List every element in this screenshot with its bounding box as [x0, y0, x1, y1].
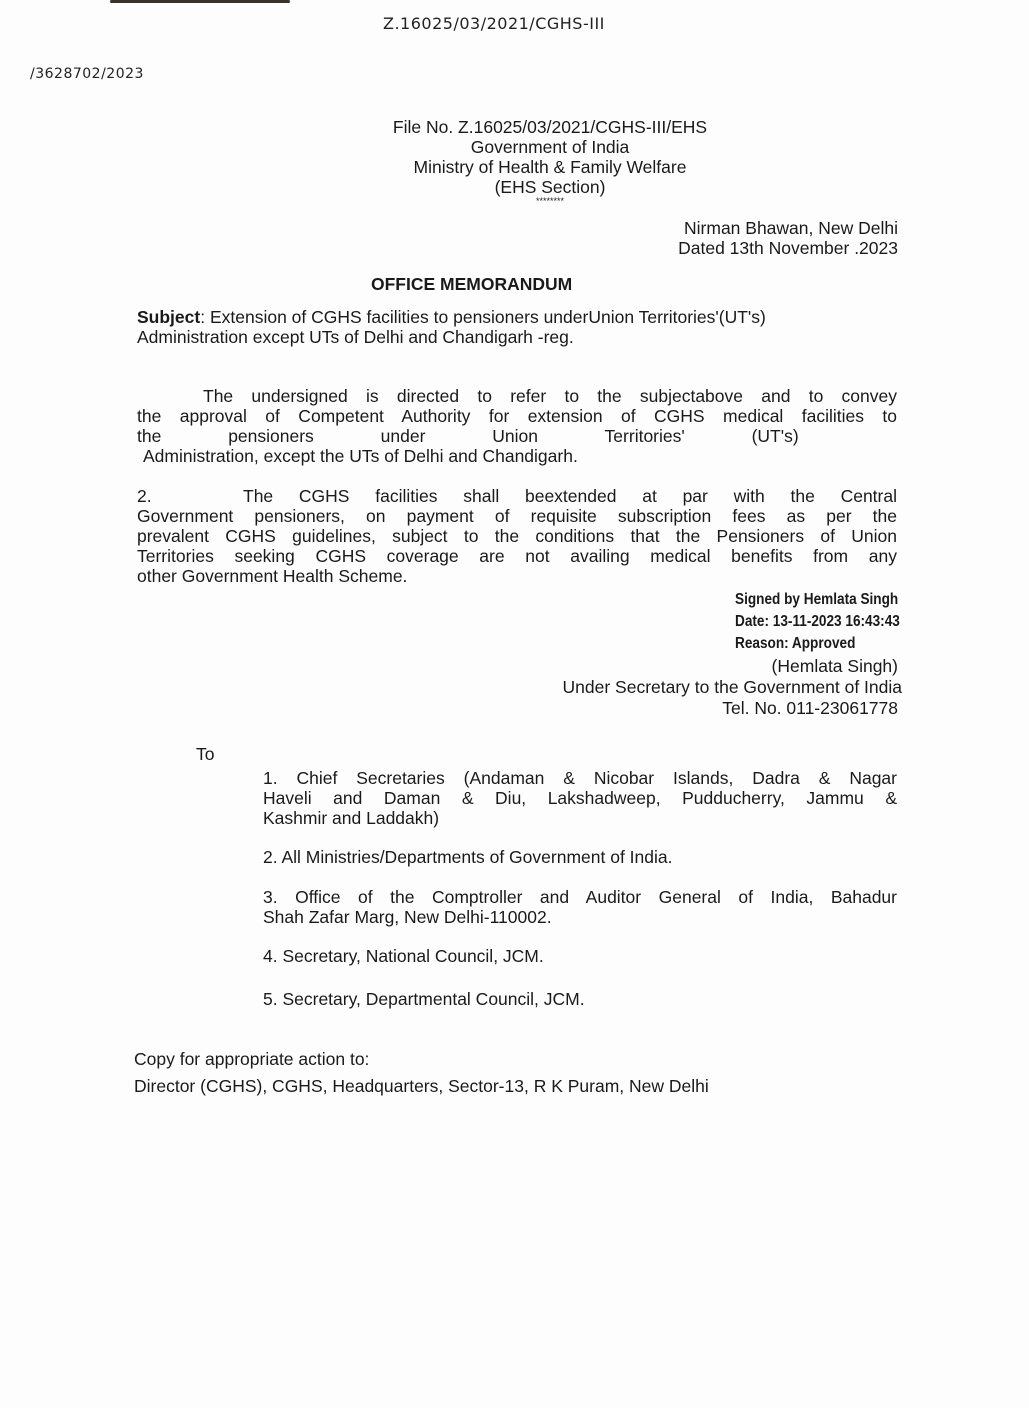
- ministry: Ministry of Health & Family Welfare: [413, 157, 687, 177]
- para2-line: Territories seeking CGHS coverage are not availing medical benefits from any: [137, 546, 897, 566]
- para1-line: the pensioners under Union Territories' (UT's): [137, 426, 799, 446]
- para2-number: 2.: [137, 486, 152, 506]
- para1-line: the approval of Competent Authority for extension of CGHS medical facilities to: [137, 406, 897, 426]
- subject-line-2: Administration except UTs of Delhi and Chandigarh -reg.: [137, 327, 574, 347]
- date: Dated 13th November .2023: [678, 238, 898, 258]
- section: (EHS Section): [494, 177, 606, 197]
- designation: Under Secretary to the Government of India: [562, 677, 902, 697]
- para1-line: The undersigned is directed to refer to the subjectabove and to convey: [203, 386, 897, 406]
- left-ref-stamp: /3628702/2023: [30, 66, 144, 82]
- recipient-line: 5. Secretary, Departmental Council, JCM.: [263, 989, 585, 1009]
- copy-label: Copy for appropriate action to:: [134, 1049, 370, 1069]
- subject-text: : Extension of CGHS facilities to pensioners underUnion Territories'(UT's): [200, 307, 766, 327]
- scan-edge-mark: [110, 0, 290, 3]
- recipient-line: 4. Secretary, National Council, JCM.: [263, 946, 544, 966]
- para2-line: other Government Health Scheme.: [137, 566, 408, 586]
- para2-line: The CGHS facilities shall beextended at par with the Central: [243, 486, 897, 506]
- signature-date: Date: 13-11-2023 16:43:43: [735, 613, 900, 630]
- signatory-name: (Hemlata Singh): [771, 656, 898, 676]
- place: Nirman Bhawan, New Delhi: [684, 218, 898, 238]
- para2-line: prevalent CGHS guidelines, subject to the conditions that the Pensioners of Union: [137, 526, 897, 546]
- recipient-line: 3. Office of the Comptroller and Auditor General of India, Bahadur: [263, 887, 897, 907]
- file-number: File No. Z.16025/03/2021/CGHS-III/EHS: [392, 117, 708, 137]
- para1-line: Administration, except the UTs of Delhi and Chandigarh.: [143, 446, 578, 466]
- memo-title: OFFICE MEMORANDUM: [371, 274, 573, 294]
- telephone: Tel. No. 011-23061778: [722, 698, 898, 718]
- recipient-line: Shah Zafar Marg, New Delhi-110002.: [263, 907, 552, 927]
- recipient-line: Haveli and Daman & Diu, Lakshadweep, Pudducherry, Jammu &: [263, 788, 897, 808]
- stars-divider: ********: [535, 196, 565, 206]
- government: Government of India: [470, 137, 630, 157]
- copy-recipient: Director (CGHS), CGHS, Headquarters, Sector-13, R K Puram, New Delhi: [134, 1076, 709, 1096]
- subject-line-1: [137, 307, 766, 327]
- signature-reason: Reason: Approved: [735, 635, 856, 652]
- recipient-line: 1. Chief Secretaries (Andaman & Nicobar Islands, Dadra & Nagar: [263, 768, 897, 788]
- recipient-line: Kashmir and Laddakh): [263, 808, 440, 828]
- top-file-stamp: Z.16025/03/2021/CGHS-III: [383, 14, 605, 33]
- recipient-line: 2. All Ministries/Departments of Government of India.: [263, 847, 673, 867]
- signed-by: Signed by Hemlata Singh: [735, 591, 899, 608]
- to-label: To: [196, 744, 215, 764]
- subject-label: Subject: [137, 307, 201, 327]
- para2-line: Government pensioners, on payment of requisite subscription fees as per the: [137, 506, 897, 526]
